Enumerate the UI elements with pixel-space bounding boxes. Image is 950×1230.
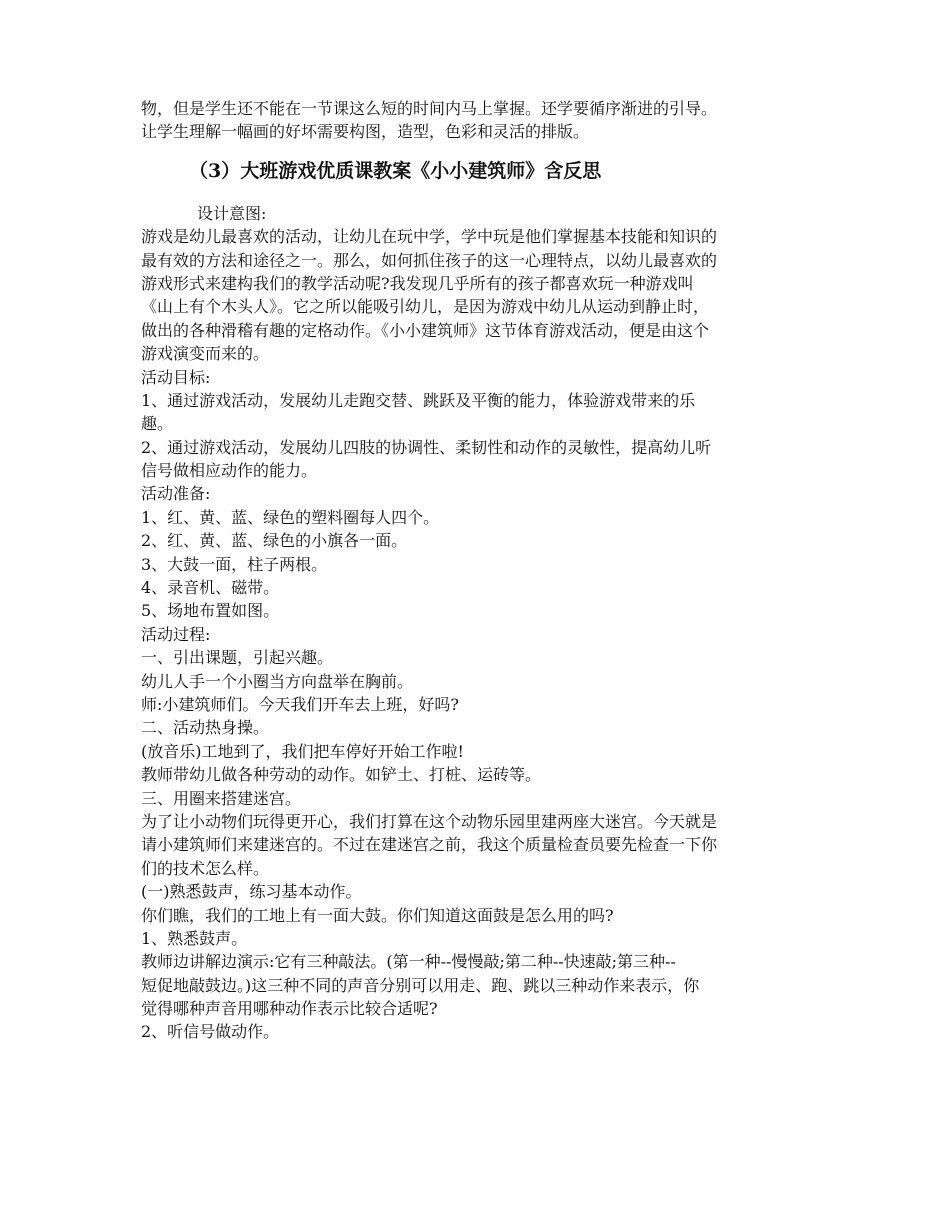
intro-paragraph	[141, 97, 821, 144]
body-line: 1、通过游戏活动，发展幼儿走跑交替、跳跃及平衡的能力，体验游戏带来的乐	[141, 390, 696, 410]
body-line: 三、用圈来搭建迷宫。	[141, 788, 302, 808]
body-line: 最有效的方法和途径之一。那么，如何抓住孩子的这一心理特点，以幼儿最喜欢的	[141, 250, 718, 270]
design-intent-label: 设计意图:	[197, 203, 267, 223]
body-line: (一)熟悉鼓声，练习基本动作。	[141, 882, 362, 902]
body-line: 做出的各种滑稽有趣的定格动作。《小小建筑师》这节体育游戏活动，便是由这个	[141, 320, 710, 340]
body-line: 幼儿人手一个小圈当方向盘举在胸前。	[141, 671, 414, 691]
body-line: 2、听信号做动作。	[141, 1022, 280, 1042]
body-line: 请小建筑师们来建迷宫的。不过在建迷宫之前，我这个质量检查员要先检查一下你	[141, 835, 718, 855]
body-line: 5、场地布置如图。	[141, 601, 280, 621]
body-line: 活动目标:	[141, 367, 211, 387]
body-line: 3、大鼓一面，柱子两根。	[141, 554, 328, 574]
body-line: 游戏形式来建构我们的教学活动呢?我发现几乎所有的孩子都喜欢玩一种游戏叫	[141, 273, 694, 293]
body-line: (放音乐)工地到了，我们把车停好开始工作啦!	[141, 741, 464, 761]
body-line: 信号做相应动作的能力。	[141, 461, 318, 481]
body-line: 教师边讲解边演示:它有三种敲法。(第一种--慢慢敲;第二种--快速敲;第三种--	[141, 952, 676, 972]
body-line: 教师带幼儿做各种劳动的动作。如铲土、打桩、运砖等。	[141, 765, 542, 785]
body-line: 师:小建筑师们。今天我们开车去上班，好吗?	[141, 694, 459, 714]
body-line: 2、通过游戏活动，发展幼儿四肢的协调性、柔韧性和动作的灵敏性，提高幼儿听	[141, 437, 712, 457]
body-line: 活动准备:	[141, 484, 211, 504]
body-line: 二、活动热身操。	[141, 718, 270, 738]
body-line: 1、红、黄、蓝、绿色的塑料圈每人四个。	[141, 507, 440, 527]
body-line: 游戏是幼儿最喜欢的活动，让幼儿在玩中学，学中玩是他们掌握基本技能和知识的	[141, 227, 718, 247]
body-line: 一、引出课题，引起兴趣。	[141, 648, 334, 668]
body-line: 趣。	[141, 414, 174, 434]
document-content	[141, 97, 821, 1044]
body-line: 4、录音机、磁带。	[141, 578, 280, 598]
intro-line: 让学生理解一幅画的好坏需要构图，造型，色彩和灵活的排版。	[141, 122, 590, 142]
lesson-heading: （3）大班游戏优质课教案《小小建筑师》含反思	[189, 159, 602, 182]
body-line: 游戏演变而来的。	[141, 344, 270, 364]
body-line: 你们瞧，我们的工地上有一面大鼓。你们知道这面鼓是怎么用的吗?	[141, 905, 614, 925]
body-line: 们的技术怎么样。	[141, 858, 270, 878]
body-line: 觉得哪种声音用哪种动作表示比较合适呢?	[141, 999, 438, 1019]
body-line: 为了让小动物们玩得更开心，我们打算在这个动物乐园里建两座大迷宫。今天就是	[141, 811, 718, 831]
body-line: 活动过程:	[141, 624, 211, 644]
body-line: 1、熟悉鼓声。	[141, 928, 248, 948]
lesson-body	[141, 225, 821, 1044]
body-line: 2、红、黄、蓝、绿色的小旗各一面。	[141, 531, 408, 551]
body-line: 《山上有个木头人》。它之所以能吸引幼儿，是因为游戏中幼儿从运动到静止时，	[141, 297, 710, 317]
body-line: 短促地敲鼓边。)这三种不同的声音分别可以用走、跑、跳以三种动作来表示，你	[141, 975, 700, 995]
intro-line: 物，但是学生还不能在一节课这么短的时间内马上掌握。还学要循序渐进的引导。	[141, 99, 718, 118]
